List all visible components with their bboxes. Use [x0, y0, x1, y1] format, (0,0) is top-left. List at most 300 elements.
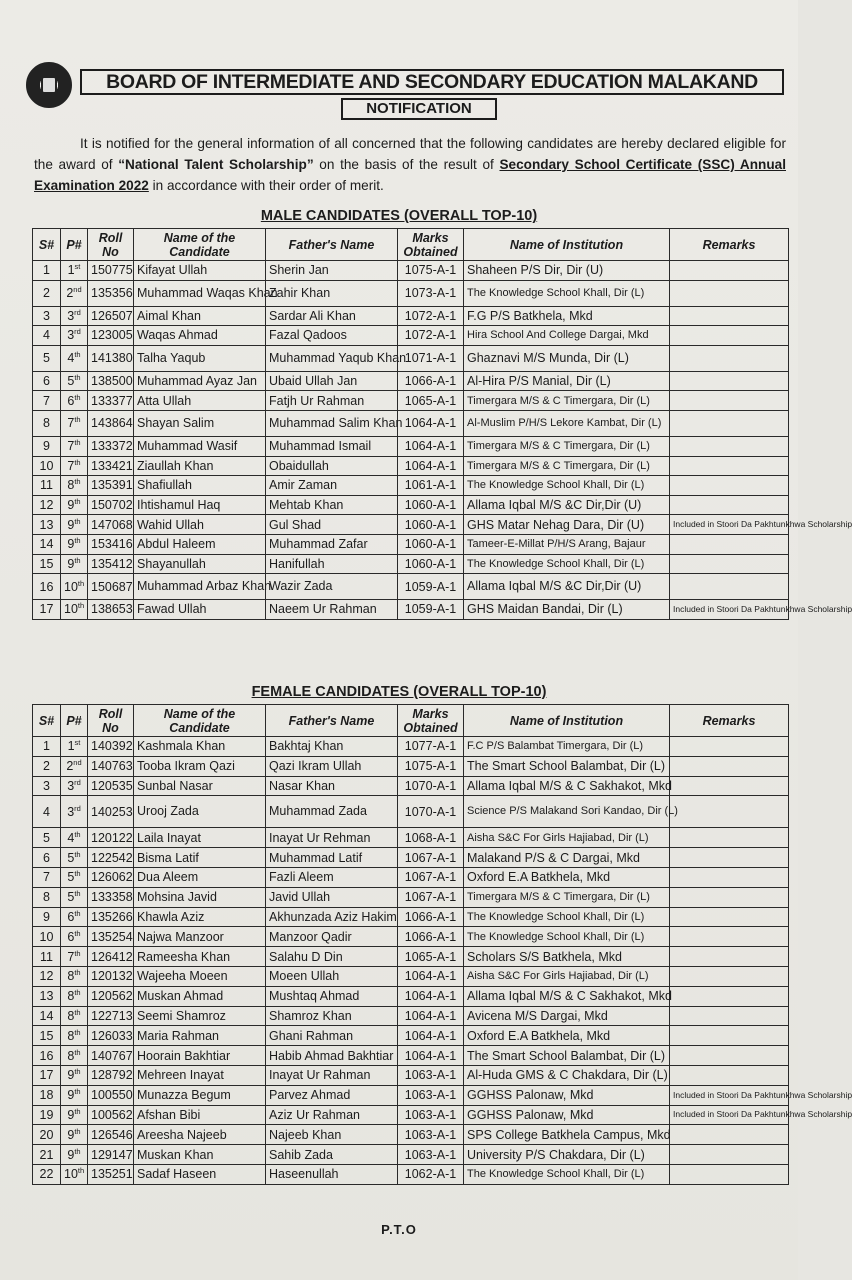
serial-number: 19 [33, 1105, 61, 1125]
institution-name: SPS College Batkhela Campus, Mkd [464, 1125, 670, 1145]
father-name: Salahu D Din [266, 947, 398, 967]
position-cell [61, 306, 88, 326]
marks-obtained: 1059-A-1 [398, 574, 464, 600]
table-row [33, 986, 789, 1006]
remarks [670, 410, 789, 436]
institution-name: The Knowledge School Khall, Dir (L) [464, 554, 670, 574]
table-row [33, 1026, 789, 1046]
remarks [670, 1125, 789, 1145]
father-name: Haseenullah [266, 1164, 398, 1184]
marks-obtained: 1071-A-1 [398, 345, 464, 371]
position-cell [61, 776, 88, 796]
position-number: 4 [67, 351, 75, 366]
roll-number: 100550 [88, 1085, 134, 1105]
institution-name: Allama Iqbal M/S & C Sakhakot, Mkd [464, 986, 670, 1006]
table-row [33, 947, 789, 967]
candidate-name: Najwa Manzoor [134, 927, 266, 947]
marks-obtained: 1066-A-1 [398, 927, 464, 947]
intro-text-1: It is notified for the general information of all concerned that the following candidates are hereby declared eligible for the award of [34, 136, 786, 172]
candidate-name: Muskan Ahmad [134, 986, 266, 1006]
remarks [670, 1145, 789, 1165]
roll-number: 147068 [88, 515, 134, 535]
candidate-name: Kifayat Ullah [134, 261, 266, 281]
position-suffix: th [74, 908, 81, 918]
marks-obtained: 1063-A-1 [398, 1145, 464, 1165]
table-row [33, 867, 789, 887]
candidate-name: Wahid Ullah [134, 515, 266, 535]
serial-number: 14 [33, 1006, 61, 1026]
position-number: 3 [67, 778, 75, 793]
remarks [670, 796, 789, 828]
remarks [670, 391, 789, 411]
position-suffix: th [74, 1067, 81, 1077]
roll-number: 126062 [88, 867, 134, 887]
candidate-name: Tooba Ikram Qazi [134, 756, 266, 776]
serial-number: 15 [33, 1026, 61, 1046]
marks-obtained: 1063-A-1 [398, 1065, 464, 1085]
position-cell [61, 1006, 88, 1026]
board-logo [26, 62, 72, 108]
marks-obtained: 1064-A-1 [398, 986, 464, 1006]
candidate-name: Mohsina Javid [134, 887, 266, 907]
position-suffix: th [74, 1007, 81, 1017]
position-number: 5 [67, 870, 75, 885]
institution-name: Timergara M/S & C Timergara, Dir (L) [464, 391, 670, 411]
position-suffix: th [74, 1146, 81, 1156]
roll-number: 135251 [88, 1164, 134, 1184]
roll-number: 138653 [88, 600, 134, 620]
scholarship-name: “National Talent Scholarship” [118, 157, 314, 172]
candidate-name: Laila Inayat [134, 828, 266, 848]
father-name: Shamroz Khan [266, 1006, 398, 1026]
position-cell [61, 1145, 88, 1165]
table-header-row [33, 229, 789, 261]
father-name: Mehtab Khan [266, 495, 398, 515]
table-row [33, 1065, 789, 1085]
remarks: Included in Stoori Da Pakhtunkhwa Scholarship [670, 1105, 789, 1125]
serial-number: 3 [33, 776, 61, 796]
serial-number: 2 [33, 280, 61, 306]
institution-name: GHS Matar Nehag Dara, Dir (U) [464, 515, 670, 535]
position-suffix: th [74, 968, 81, 978]
serial-number: 2 [33, 756, 61, 776]
serial-number: 15 [33, 554, 61, 574]
candidate-name: Muskan Khan [134, 1145, 266, 1165]
position-number: 10 [64, 602, 78, 617]
position-suffix: rd [74, 307, 81, 317]
institution-name: Oxford E.A Batkhela, Mkd [464, 1026, 670, 1046]
serial-number: 9 [33, 907, 61, 927]
table-row [33, 515, 789, 535]
serial-number: 6 [33, 848, 61, 868]
father-name: Moeen Ullah [266, 966, 398, 986]
marks-obtained: 1064-A-1 [398, 966, 464, 986]
position-number: 3 [67, 328, 75, 343]
father-name: Gul Shad [266, 515, 398, 535]
institution-name: Tameer-E-Millat P/H/S Arang, Bajaur [464, 534, 670, 554]
position-suffix: th [74, 457, 81, 467]
table-row [33, 436, 789, 456]
table-row [33, 456, 789, 476]
position-cell [61, 1105, 88, 1125]
column-header-roll-no: Roll No [88, 229, 134, 261]
column-header-sno: S# [33, 229, 61, 261]
candidate-name: Dua Aleem [134, 867, 266, 887]
father-name: Sahib Zada [266, 1145, 398, 1165]
position-suffix: th [74, 928, 81, 938]
position-cell [61, 345, 88, 371]
table-row [33, 828, 789, 848]
candidate-name: Ihtishamul Haq [134, 495, 266, 515]
roll-number: 133421 [88, 456, 134, 476]
institution-name: GGHSS Palonaw, Mkd [464, 1105, 670, 1125]
institution-name: F.C P/S Balambat Timergara, Dir (L) [464, 737, 670, 757]
roll-number: 122542 [88, 848, 134, 868]
position-suffix: nd [73, 758, 82, 768]
institution-name: Al-Muslim P/H/S Lekore Kambat, Dir (L) [464, 410, 670, 436]
institution-name: Shaheen P/S Dir, Dir (U) [464, 261, 670, 281]
roll-number: 126546 [88, 1125, 134, 1145]
position-number: 8 [67, 989, 75, 1004]
position-cell [61, 927, 88, 947]
roll-number: 128792 [88, 1065, 134, 1085]
roll-number: 129147 [88, 1145, 134, 1165]
roll-number: 100562 [88, 1105, 134, 1125]
position-cell [61, 326, 88, 346]
position-cell [61, 410, 88, 436]
position-number: 5 [67, 890, 75, 905]
institution-name: The Smart School Balambat, Dir (L) [464, 756, 670, 776]
table-row [33, 371, 789, 391]
remarks [670, 828, 789, 848]
father-name: Naeem Ur Rahman [266, 600, 398, 620]
serial-number: 22 [33, 1164, 61, 1184]
marks-obtained: 1065-A-1 [398, 391, 464, 411]
candidate-name: Aimal Khan [134, 306, 266, 326]
position-cell [61, 828, 88, 848]
position-suffix: th [74, 1047, 81, 1057]
institution-name: GHS Maidan Bandai, Dir (L) [464, 600, 670, 620]
marks-obtained: 1059-A-1 [398, 600, 464, 620]
column-header-position: P# [61, 229, 88, 261]
candidate-name: Muhammad Waqas Khan [134, 280, 266, 306]
female-section-title: FEMALE CANDIDATES (OVERALL TOP-10) [251, 684, 547, 700]
position-cell [61, 436, 88, 456]
position-number: 9 [67, 517, 75, 532]
table-row [33, 534, 789, 554]
roll-number: 126412 [88, 947, 134, 967]
roll-number: 120562 [88, 986, 134, 1006]
page-turn-over: P.T.O [381, 1222, 417, 1237]
table-row [33, 756, 789, 776]
serial-number: 6 [33, 371, 61, 391]
father-name: Inayat Ur Rehman [266, 828, 398, 848]
position-cell [61, 887, 88, 907]
serial-number: 9 [33, 436, 61, 456]
remarks [670, 986, 789, 1006]
column-header-marks: Marks Obtained [398, 229, 464, 261]
father-name: Aziz Ur Rahman [266, 1105, 398, 1125]
marks-obtained: 1063-A-1 [398, 1105, 464, 1125]
institution-name: The Smart School Balambat, Dir (L) [464, 1046, 670, 1066]
father-name: Muhammad Zada [266, 796, 398, 828]
father-name: Fazal Qadoos [266, 326, 398, 346]
position-cell [61, 1085, 88, 1105]
institution-name: Aisha S&C For Girls Hajiabad, Dir (L) [464, 966, 670, 986]
institution-name: The Knowledge School Khall, Dir (L) [464, 1164, 670, 1184]
marks-obtained: 1064-A-1 [398, 410, 464, 436]
table-row [33, 1164, 789, 1184]
institution-name: The Knowledge School Khall, Dir (L) [464, 476, 670, 496]
position-suffix: st [74, 262, 81, 272]
serial-number: 10 [33, 456, 61, 476]
position-cell [61, 600, 88, 620]
marks-obtained: 1060-A-1 [398, 534, 464, 554]
column-header-position: P# [61, 705, 88, 737]
father-name: Fazli Aleem [266, 867, 398, 887]
position-suffix: th [74, 948, 81, 958]
position-cell [61, 1065, 88, 1085]
position-suffix: th [74, 555, 81, 565]
position-suffix: th [74, 350, 81, 360]
serial-number: 11 [33, 947, 61, 967]
serial-number: 5 [33, 828, 61, 848]
serial-number: 5 [33, 345, 61, 371]
candidate-name: Rameesha Khan [134, 947, 266, 967]
candidate-name: Shayan Salim [134, 410, 266, 436]
roll-number: 120122 [88, 828, 134, 848]
table-row [33, 848, 789, 868]
roll-number: 126033 [88, 1026, 134, 1046]
table-row [33, 887, 789, 907]
position-number: 6 [67, 909, 75, 924]
position-cell [61, 966, 88, 986]
father-name: Najeeb Khan [266, 1125, 398, 1145]
institution-name: Malakand P/S & C Dargai, Mkd [464, 848, 670, 868]
remarks [670, 495, 789, 515]
remarks [670, 887, 789, 907]
position-cell [61, 456, 88, 476]
position-suffix: th [74, 372, 81, 382]
roll-number: 120535 [88, 776, 134, 796]
institution-name: F.G P/S Batkhela, Mkd [464, 306, 670, 326]
position-cell [61, 1125, 88, 1145]
position-number: 7 [67, 416, 75, 431]
serial-number: 18 [33, 1085, 61, 1105]
position-cell [61, 867, 88, 887]
position-number: 9 [67, 498, 75, 513]
marks-obtained: 1064-A-1 [398, 1026, 464, 1046]
roll-number: 140767 [88, 1046, 134, 1066]
table-row [33, 1006, 789, 1026]
remarks [670, 1026, 789, 1046]
serial-number: 1 [33, 737, 61, 757]
table-row [33, 907, 789, 927]
table-row [33, 1145, 789, 1165]
position-suffix: th [74, 1106, 81, 1116]
roll-number: 150687 [88, 574, 134, 600]
position-suffix: th [74, 988, 81, 997]
column-header-remarks: Remarks [670, 705, 789, 737]
institution-name: Oxford E.A Batkhela, Mkd [464, 867, 670, 887]
position-number: 4 [67, 830, 75, 845]
father-name: Akhunzada Aziz Hakim [266, 907, 398, 927]
candidate-name: Talha Yaqub [134, 345, 266, 371]
remarks [670, 534, 789, 554]
position-suffix: rd [74, 327, 81, 337]
position-number: 9 [67, 1088, 75, 1103]
position-cell [61, 261, 88, 281]
position-suffix: th [74, 392, 81, 402]
institution-name: Aisha S&C For Girls Hajiabad, Dir (L) [464, 828, 670, 848]
remarks [670, 947, 789, 967]
institution-name: Timergara M/S & C Timergara, Dir (L) [464, 456, 670, 476]
table-row [33, 574, 789, 600]
remarks [670, 554, 789, 574]
position-cell [61, 574, 88, 600]
remarks [670, 306, 789, 326]
institution-name: Avicena M/S Dargai, Mkd [464, 1006, 670, 1026]
institution-name: The Knowledge School Khall, Dir (L) [464, 280, 670, 306]
remarks [670, 436, 789, 456]
position-number: 8 [67, 478, 75, 493]
position-number: 9 [67, 1147, 75, 1162]
marks-obtained: 1072-A-1 [398, 306, 464, 326]
position-cell [61, 986, 88, 1006]
table-row [33, 554, 789, 574]
column-header-candidate-name: Name of the Candidate [134, 705, 266, 737]
roll-number: 135412 [88, 554, 134, 574]
position-cell [61, 534, 88, 554]
board-title: BOARD OF INTERMEDIATE AND SECONDARY EDUCATION MALAKAND [80, 69, 784, 95]
candidate-name: Muhammad Ayaz Jan [134, 371, 266, 391]
institution-name: University P/S Chakdara, Dir (L) [464, 1145, 670, 1165]
table-row [33, 391, 789, 411]
marks-obtained: 1060-A-1 [398, 495, 464, 515]
father-name: Parvez Ahmad [266, 1085, 398, 1105]
position-suffix: th [74, 516, 81, 526]
position-suffix: nd [73, 284, 82, 294]
position-number: 1 [67, 739, 75, 754]
position-number: 9 [67, 537, 75, 552]
position-number: 8 [67, 1008, 75, 1023]
father-name: Inayat Ur Rahman [266, 1065, 398, 1085]
position-cell [61, 796, 88, 828]
position-cell [61, 280, 88, 306]
position-cell [61, 756, 88, 776]
serial-number: 7 [33, 867, 61, 887]
table-row [33, 410, 789, 436]
roll-number: 120132 [88, 966, 134, 986]
position-number: 7 [67, 949, 75, 964]
remarks [670, 1065, 789, 1085]
serial-number: 11 [33, 476, 61, 496]
position-cell [61, 848, 88, 868]
father-name: Mushtaq Ahmad [266, 986, 398, 1006]
roll-number: 126507 [88, 306, 134, 326]
position-suffix: th [74, 1086, 81, 1096]
position-cell [61, 476, 88, 496]
document-header [26, 60, 786, 122]
table-row [33, 776, 789, 796]
marks-obtained: 1067-A-1 [398, 887, 464, 907]
institution-name: Allama Iqbal M/S & C Sakhakot, Mkd [464, 776, 670, 796]
remarks: Included in Stoori Da Pakhtunkhwa Scholarship [670, 1085, 789, 1105]
marks-obtained: 1066-A-1 [398, 371, 464, 391]
remarks [670, 776, 789, 796]
father-name: Obaidullah [266, 456, 398, 476]
position-number: 10 [64, 579, 78, 594]
serial-number: 8 [33, 410, 61, 436]
position-cell [61, 947, 88, 967]
serial-number: 4 [33, 326, 61, 346]
position-suffix: st [74, 738, 81, 748]
father-name: Javid Ullah [266, 887, 398, 907]
position-number: 7 [67, 439, 75, 454]
institution-name: Allama Iqbal M/S &C Dir,Dir (U) [464, 574, 670, 600]
male-section-title: MALE CANDIDATES (OVERALL TOP-10) [260, 208, 538, 224]
roll-number: 123005 [88, 326, 134, 346]
marks-obtained: 1070-A-1 [398, 776, 464, 796]
table-row [33, 927, 789, 947]
roll-number: 150702 [88, 495, 134, 515]
remarks [670, 371, 789, 391]
marks-obtained: 1065-A-1 [398, 947, 464, 967]
notification-heading: NOTIFICATION [341, 98, 497, 120]
candidate-name: Bisma Latif [134, 848, 266, 868]
position-suffix: rd [74, 777, 81, 787]
roll-number: 153416 [88, 534, 134, 554]
institution-name: Timergara M/S & C Timergara, Dir (L) [464, 436, 670, 456]
father-name: Fatjh Ur Rahman [266, 391, 398, 411]
position-number: 7 [67, 458, 75, 473]
table-row [33, 1125, 789, 1145]
position-number: 3 [67, 804, 75, 819]
remarks [670, 927, 789, 947]
position-cell [61, 1026, 88, 1046]
father-name: Ubaid Ullah Jan [266, 371, 398, 391]
candidate-name: Munazza Begum [134, 1085, 266, 1105]
candidate-name: Ziaullah Khan [134, 456, 266, 476]
position-cell [61, 554, 88, 574]
position-suffix: th [74, 415, 81, 425]
father-name: Sardar Ali Khan [266, 306, 398, 326]
father-name: Amir Zaman [266, 476, 398, 496]
serial-number: 17 [33, 1065, 61, 1085]
position-suffix: th [74, 1126, 81, 1136]
marks-obtained: 1060-A-1 [398, 554, 464, 574]
marks-obtained: 1077-A-1 [398, 737, 464, 757]
serial-number: 16 [33, 1046, 61, 1066]
roll-number: 140253 [88, 796, 134, 828]
serial-number: 1 [33, 261, 61, 281]
roll-number: 150775 [88, 261, 134, 281]
table-row [33, 280, 789, 306]
father-name: Muhammad Latif [266, 848, 398, 868]
position-number: 10 [64, 1167, 78, 1182]
remarks: Included in Stoori Da Pakhtunkhwa Scholarship [670, 600, 789, 620]
table-row [33, 476, 789, 496]
serial-number: 20 [33, 1125, 61, 1145]
position-number: 5 [67, 850, 75, 865]
remarks [670, 1006, 789, 1026]
position-cell [61, 1046, 88, 1066]
father-name: Muhammad Zafar [266, 534, 398, 554]
position-suffix: th [74, 536, 81, 546]
marks-obtained: 1070-A-1 [398, 796, 464, 828]
roll-number: 135391 [88, 476, 134, 496]
position-cell [61, 391, 88, 411]
